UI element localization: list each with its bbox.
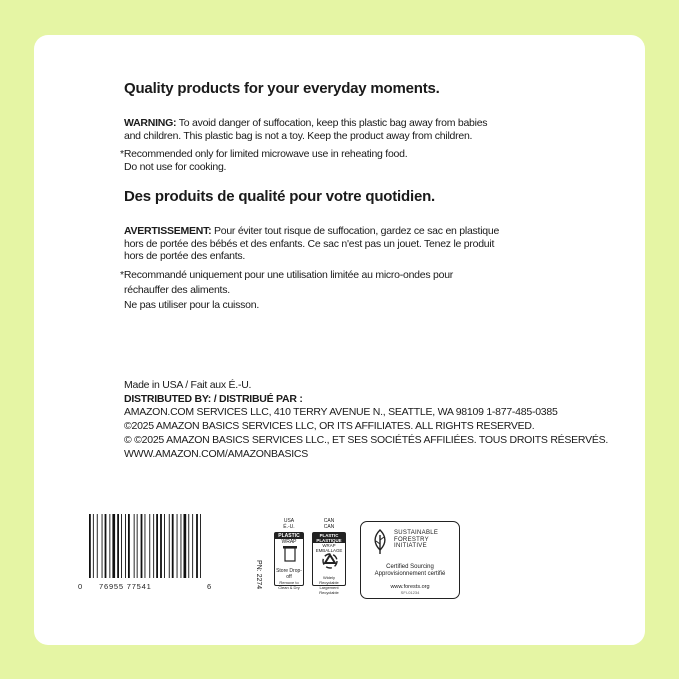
recycle-arrows-icon	[313, 553, 347, 570]
usa-note: Store Drop-off	[276, 568, 302, 580]
microwave-fr-line2: réchauffer des aliments.	[124, 284, 230, 296]
recycle-label-canada	[312, 518, 346, 595]
microwave-note-french	[120, 268, 453, 313]
warning-french	[124, 225, 499, 263]
copyright-english: ©2025 AMAZON BASICS SERVICES LLC, OR ITS AFFILIATES. ALL RIGHTS RESERVED.	[124, 420, 535, 433]
sfi-name3: INITIATIVE	[394, 543, 427, 549]
distribution-info	[124, 379, 608, 461]
sfi-name	[394, 530, 438, 550]
avertissement-label: AVERTISSEMENT:	[124, 225, 212, 237]
avertissement-line1: Pour éviter tout risque de suffocation, gardez ce sac en plastique	[211, 225, 500, 237]
can-country: CAN	[323, 518, 335, 524]
usa-type: WRAP	[281, 539, 297, 545]
microwave-line2: Do not use for cooking.	[124, 160, 227, 173]
part-number: PN: 2274	[255, 560, 262, 590]
can-type: WRAP EMBALLAGE	[315, 543, 343, 553]
usa-material: PLASTIC	[275, 533, 303, 539]
usa-note2: Remove to Clean & Dry	[278, 580, 300, 590]
usa-country: USA	[283, 518, 295, 524]
made-in: Made in USA / Fait aux É.-U.	[124, 379, 252, 391]
distributed-by: DISTRIBUTED BY: / DISTRIBUÉ PAR :	[124, 392, 303, 405]
sfi-code: SFI-01234	[400, 590, 420, 595]
warning-english	[124, 117, 487, 142]
usa-country-fr: É.-U.	[283, 524, 295, 530]
warning-text-line2: and children. This plastic bag is not a toy. Keep the product away from children.	[124, 129, 473, 142]
sfi-cert1: Certified Sourcing	[386, 564, 434, 570]
sfi-cert2: Approvisionnement certifié	[374, 571, 446, 577]
avertissement-line3: hors de portée des enfants.	[124, 250, 246, 263]
usa-box	[274, 532, 304, 590]
sfi-url: www.forests.org	[390, 584, 430, 590]
microwave-line1: *Recommended only for limited microwave use in reheating food.	[120, 148, 408, 160]
sfi-name2: FORESTRY	[394, 536, 429, 543]
can-note2: Largement Recyclable	[319, 585, 339, 595]
recycle-label-usa	[274, 518, 304, 590]
heading-english: Quality products for your everyday moments.	[124, 80, 440, 97]
microwave-fr-line1: *Recommandé uniquement pour une utilisation limitée au micro-ondes pour	[120, 269, 454, 281]
microwave-fr-line3: Ne pas utiliser pour la cuisson.	[124, 299, 259, 311]
sfi-name1: SUSTAINABLE	[394, 530, 439, 536]
copyright-french: © ©2025 AMAZON BASICS SERVICES LLC., ET SES SOCIÉTÉS AFFILIÉES. TOUS DROITS RÉSERVÉS.	[124, 433, 609, 446]
barcode-digit-right: 6	[207, 582, 212, 591]
address: AMAZON.COM SERVICES LLC, 410 TERRY AVENUE N., SEATTLE, WA 98109 1-877-485-0385	[124, 406, 558, 419]
can-country-fr: CAN	[323, 524, 335, 530]
heading-french: Des produits de qualité pour votre quotidien.	[124, 188, 436, 205]
can-box	[312, 532, 346, 595]
sfi-certification-label	[360, 521, 460, 599]
barcode-digit-left: 0	[78, 582, 83, 591]
can-note: Widely Recyclable	[319, 575, 339, 585]
tree-leaf-icon	[371, 529, 389, 555]
drop-off-bin-icon	[275, 545, 305, 563]
website: WWW.AMAZON.COM/AMAZONBASICS	[124, 447, 308, 460]
avertissement-line2: hors de portée des bébés et des enfants. Ce sac n'est pas un jouet. Tenez le produit	[124, 237, 495, 250]
warning-label: WARNING:	[124, 117, 177, 129]
can-material: PLASTIC PLASTIQUE	[313, 533, 345, 543]
barcode	[89, 514, 203, 578]
barcode-digits-main: 76955 77541	[99, 582, 152, 591]
microwave-note-english	[120, 148, 407, 173]
warning-text-line1: To avoid danger of suffocation, keep this plastic bag away from babies	[176, 117, 488, 129]
